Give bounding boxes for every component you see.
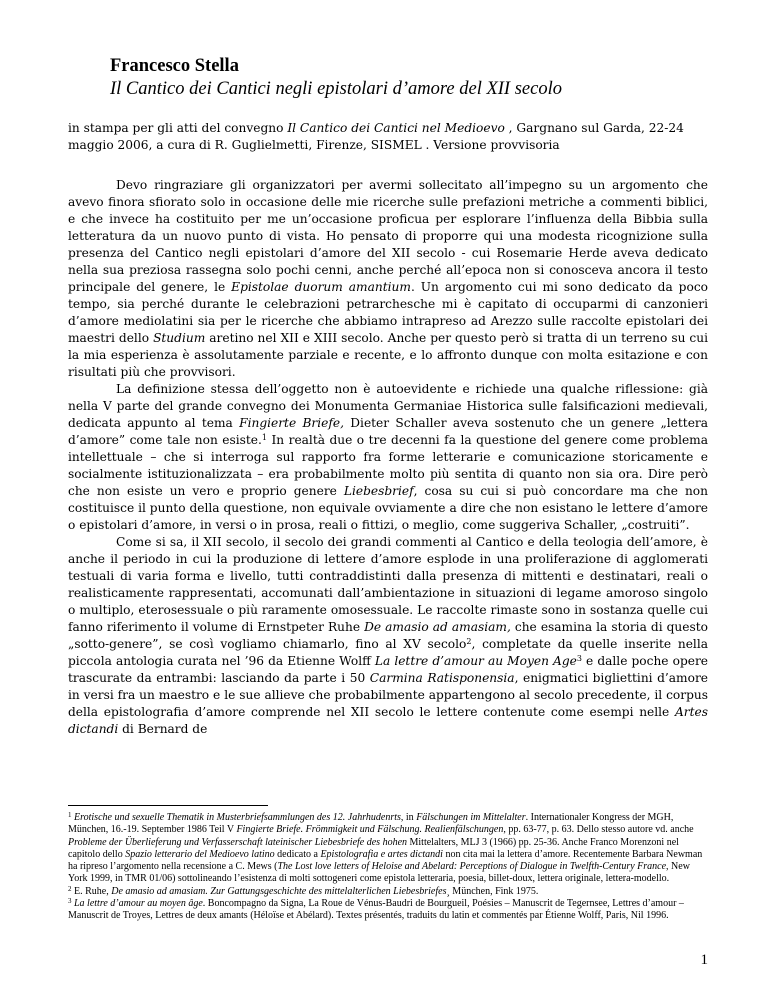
- italic-run: De amasio ad amasiam,: [364, 620, 511, 634]
- italic-run: La lettre d’amour au moyen âge: [71, 898, 203, 910]
- text-run: , cosa su cui si può concordare ma che non costituisce il punto della questione, non equivale ovviamente a dire che non esistano le lettere d’amore o epistolari d’amore, in versi o in prosa, reali o fittizi, o meglio, come suggeriva Schaller, „costruiti”.: [68, 484, 708, 532]
- text-run: . Internationaler Kongress der MGH, München, 16.-19. September 1986 Teil V: [68, 812, 674, 836]
- text-run: ¸ München, Fink 1975.: [446, 885, 539, 897]
- italic-run: Artes dictandi: [68, 705, 708, 736]
- paragraph-1: [68, 177, 708, 381]
- pubinfo-text: in stampa per gli atti del convegno: [68, 121, 288, 135]
- italic-run: Carmina Ratisponensia: [369, 671, 515, 685]
- italic-run: Epistolografia e artes dictandi: [320, 848, 443, 860]
- text-run: , completate da quelle inserite nella piccola antologia curata nel ’96 da Etienne Wolff: [68, 637, 708, 668]
- footnotes: [68, 812, 708, 923]
- italic-run: Liebesbrief: [343, 484, 414, 498]
- footnote-number: 1: [68, 811, 72, 819]
- text-run: non cita mai la lettera d’amore. Recentemente Barbara Newman ha ripreso l’argomento nella recensione a C. Mews (: [68, 848, 703, 873]
- text-run: Mittelalters, MLJ 3 (1966) pp. 25-36. Anche Franco Morenzoni nel capitolo dello: [68, 836, 679, 860]
- conference-title: Il Cantico dei Cantici nel Medioevo: [287, 121, 505, 135]
- text-run: aretino nel XII e XIII secolo. Anche per questo però si tratta di un terreno su cui la mia esperienza è assolutamente parziale e recente, e lo affronto dunque con molta esitazione e con risultati più che provvisori.: [68, 331, 708, 379]
- text-run: , in: [400, 812, 417, 823]
- paragraph-2: [68, 381, 708, 534]
- text-run: Devo ringraziare gli organizzatori per avermi sollecitato all’impegno su un argomento che avevo finora sfiorato solo in occasione delle mie ricerche sulle prefazioni metriche a commenti biblici, e che invece ha costituito per me un’occasione proficua per esplorare l’influenza della Bibbia sulla letteratura da un nuovo punto di vista. Ho pensato di proporre qui una modesta ricognizione sulla presenza del Cantico negli epistolari d’amore del XII secolo - cui Rosemarie Herde aveva dedicato nella sua preziosa rassegna solo pochi cenni, anche perché all’epoca non si conosceva ancora il testo principale del genere, le: [68, 178, 708, 294]
- page-number: 1: [700, 952, 708, 968]
- italic-run: Fingierte Briefe,: [239, 416, 344, 430]
- paragraph-3: [68, 534, 708, 738]
- text-run: , enigmatici bigliettini d’amore in versi fra un maestro e le sue allieve che probabilmente appartengono al secolo precedente, il corpus della epistolografia d’amore comprende nel XII secolo le lettere contenute come esempi nelle: [68, 671, 708, 719]
- text-run: , New York 1999, in TMR 01/06) sottolineando l’esistenza di molti sottogeneri come epistola letteraria, poesia, billet-doux, lettera originale, lettera-modello.: [68, 861, 690, 885]
- italic-run: The Lost love letters of Heloise and Abelard: Perceptions of Dialogue in Twelfth-Century France: [277, 861, 667, 873]
- text-run: dedicato a: [274, 848, 321, 860]
- footnote-number: 2: [68, 884, 72, 893]
- footnote-separator: [68, 805, 268, 806]
- text-run: In realtà due o tre decenni fa la questione del genere come problema intellettuale – che si interroga sul rapporto fra forme letterarie e comunicazione storicamente e socialmente istituzionalizzata – era probabilmente molto più sentita di quanto non sia ora. Dire però che non esiste un vero e proprio genere: [68, 433, 708, 498]
- text-run: . Boncompagno da Signa, La Roue de Vénus-Baudri de Bourgueil, Poésies – Manuscrit de Tegernsee, Lettres d’amour – Manuscrit de Troyes, Lettres de deux amants (Héloïse et Abélard). Textes présentés, traduits du latin et commentés par Étienne Wolff, Paris, Nil 1996.: [68, 898, 684, 922]
- text-run: Come si sa, il XII secolo, il secolo dei grandi commenti al Cantico e della teologia dell’amore, è anche il periodo in cui la produzione di lettere d’amore esplode in una proliferazione di agglomerati testuali di varia forma e livello, tutti contraddistinti dalla presenza di mittenti e destinatari, reali o realisticamente rappresentati, accomunati dall’ambientazione in situazioni di legame amoroso singolo o multiplo, eterosessuale o più raramente omosessuale. Le raccolte rimaste sono in sostanza quelle cui fanno riferimento il volume di Ernstpeter Ruhe: [68, 535, 708, 634]
- author-name: Francesco Stella: [110, 56, 239, 76]
- text-run: La definizione stessa dell’oggetto non è autoevidente e richiede una qualche riflessione: già nella V parte del grande convegno dei Monumenta Germaniae Historica sulle falsificazioni medievali, dedicata appunto al tema: [68, 382, 708, 430]
- text-run: E. Ruhe,: [71, 885, 112, 897]
- italic-run: Erotische und sexuelle Thematik in Musterbriefsammlungen des 12. Jahrhudenrts: [71, 812, 401, 823]
- article-title: Il Cantico dei Cantici negli epistolari d’amore del XII secolo: [110, 79, 562, 99]
- body-text: [68, 177, 708, 738]
- footnote-2: [68, 886, 708, 898]
- footnote-3: [68, 898, 708, 923]
- publication-info: [68, 120, 708, 154]
- text-run: di Bernard de: [118, 722, 208, 736]
- text-run: , pp. 63-77, p. 63. Dello stesso autore vd. anche: [503, 824, 694, 836]
- text-run: . Un argomento cui mi sono dedicato da poco tempo, sia perché durante le celebrazioni petrarchesche mi è capitato di occuparmi di canzonieri d’amore mediolatini sia per le ricerche che abbiamo intrapreso ad Arezzo sulle raccolte epistolari dei maestri dello: [68, 280, 708, 345]
- italic-run: Studium: [153, 331, 206, 345]
- italic-run: La lettre d’amour au Moyen Age: [374, 654, 577, 668]
- italic-run: De amasio ad amasiam. Zur Gattungsgeschichte des mittelalterlichen Liebesbriefes: [111, 885, 447, 897]
- footnote-ref-1[interactable]: 1: [261, 433, 267, 442]
- footnote-1: [68, 812, 708, 886]
- footnote-number: 3: [68, 897, 72, 906]
- italic-run: Probleme der Überlieferung und Verfasserschaft lateinischer Liebesbriefe des hohen: [68, 836, 408, 848]
- pubinfo-text: , Gargnano sul Garda, 22-24 maggio 2006, a cura di R. Guglielmetti, Firenze, SISMEL . Versione provvisoria: [68, 121, 684, 152]
- footnote-ref-2[interactable]: 2: [466, 637, 472, 646]
- italic-run: Epistolae duorum amantium: [231, 280, 411, 294]
- italic-run: Fälschungen im Mittelalter: [416, 812, 526, 823]
- text-run: che esamina la storia di questo „sotto-genere”, se così vogliamo chiamarlo, fino al XV secolo: [68, 620, 708, 651]
- italic-run: Fingierte Briefe. Frömmigkeit und Fälschung. Realienfälschungen: [236, 824, 504, 836]
- footnote-ref-3[interactable]: 3: [576, 654, 582, 663]
- text-run: e dalle poche opere trascurate da entrambi: lasciando da parte i 50: [68, 654, 708, 685]
- italic-run: Spazio letterario del Medioevo latino: [125, 848, 275, 860]
- text-run: Dieter Schaller aveva sostenuto che un genere „lettera d’amore” come tale non esiste.: [68, 416, 708, 447]
